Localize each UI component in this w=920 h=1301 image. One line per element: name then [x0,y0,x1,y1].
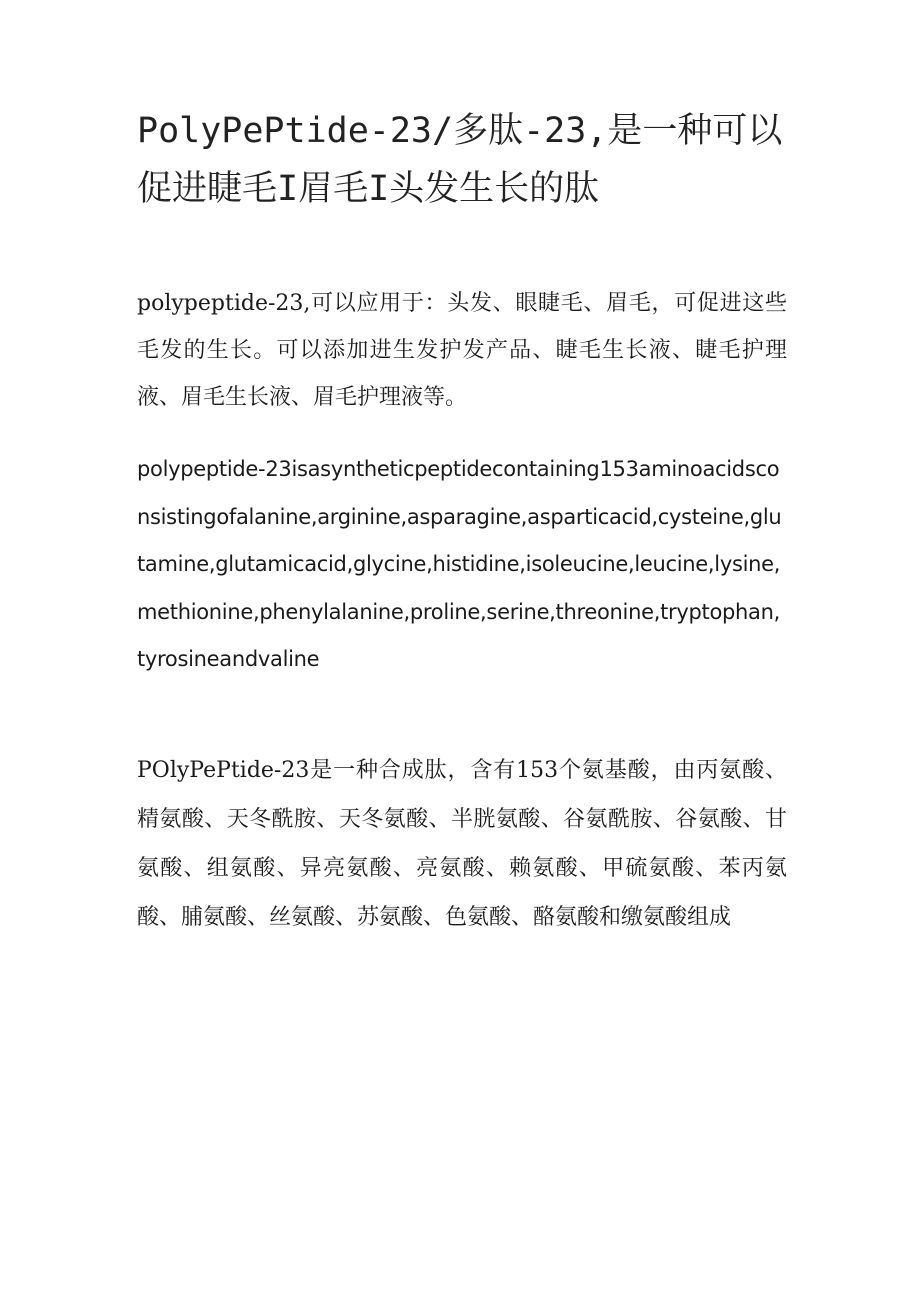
description-paragraph-en: polypeptide-23isasyntheticpeptidecontaining153aminoacidsconsistingofalanine,arginine,asparagine,asparticacid,cysteine,glutamine,glutamicacid,glycine,histidine,isoleucine,leucine,lysine,methionine,phenylalanine,proline,serine,threonine,tryptophan,tyrosineandvaline [137,457,782,671]
usage-paragraph-cn: polypeptide-23,可以应用于：头发、眼睫毛、眉毛，可促进这些毛发的生长。可以添加进生发护发产品、睫毛生长液、睫毛护理液、眉毛生长液、眉毛护理液等。 [137,291,787,410]
description-paragraph-cn: POlyPePtide-23是一种合成肽，含有153个氨基酸，由丙氨酸、精氨酸、天冬酰胺、天冬氨酸、半胱氨酸、谷氨酰胺、谷氨酸、甘氨酸、组氨酸、异亮氨酸、亮氨酸、赖氨酸、甲硫氨酸、苯丙氨酸、脯氨酸、丝氨酸、苏氨酸、色氨酸、酪氨酸和缴氨酸组成 [137,758,787,930]
document-title: PolyPePtide-23/多肽-23,是一种可以促进睫毛I眉毛I头发生长的肽 [137,111,783,209]
